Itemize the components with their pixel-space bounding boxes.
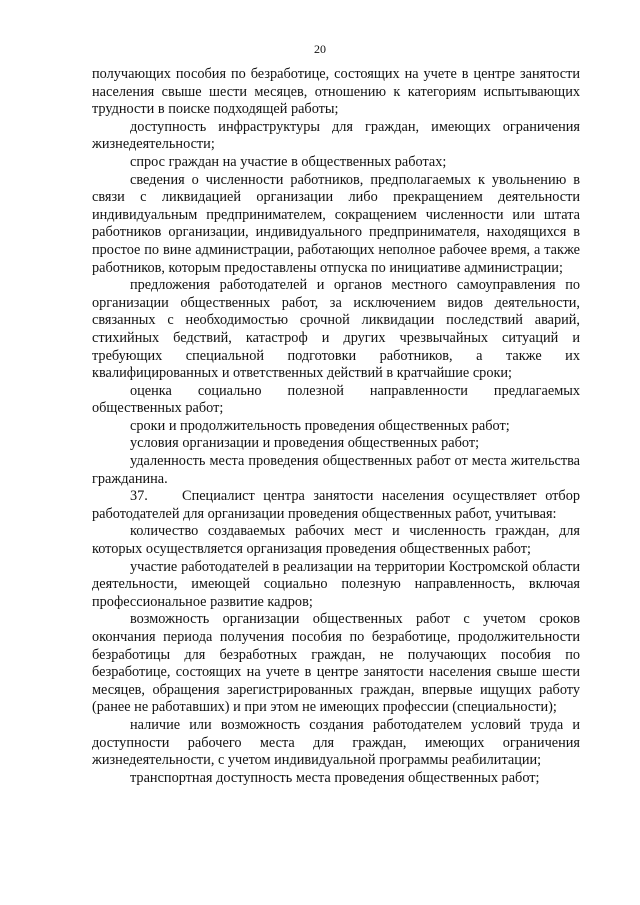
paragraph: наличие или возможность создания работодателем условий труда и доступности рабочего места для граждан, имеющих ограничения жизнедеятельности, с учетом индивидуальной программы реабилитации; [92, 716, 580, 769]
paragraph: количество создаваемых рабочих мест и численность граждан, для которых осуществляется организация проведения общественных работ; [92, 523, 580, 558]
paragraph: спрос граждан на участие в общественных работах; [130, 153, 447, 170]
paragraph: условия организации и проведения общественных работ; [130, 435, 480, 452]
paragraph: получающих пособия по безработице, состоящих на учете в центре занятости населения свыше шести месяцев, отношению к категориям испытывающих трудности в поиске подходящей работы; [92, 66, 580, 118]
paragraph: предложения работодателей и органов местного самоуправления по организации общественных работ, за исключением видов деятельности, связанных с необходимостью срочной ликвидации последствий аварий, стихийных бедствий, катастроф и других чрезвычайных ситуаций и требующих специальной подготовки работников, а также их квалифицированных и ответственных действий в кратчайшие сроки; [92, 277, 580, 382]
paragraph: возможность организации общественных работ с учетом сроков окончания периода получения пособия по безработице, продолжительности безработицы для безработных граждан, не получающих пособия по безработице, состоящих на учете в центре занятости населения свыше шести месяцев, обращения зарегистрированных граждан, впервые ищущих работу (ранее не работавших) и при этом не имеющих профессии (специальности); [92, 611, 580, 716]
paragraph: сроки и продолжительность проведения общественных работ; [130, 417, 510, 434]
paragraph: сведения о численности работников, предполагаемых к увольнению в связи с ликвидацией организации либо прекращением деятельности индивидуальным предпринимателем, сокращением численности или штата работников организации, индивидуального предпринимателя, находящихся в простое по вине администрации, работающих неполное рабочее время, а также работников, которым предоставлены отпуска по инициативе администрации; [92, 171, 580, 276]
paragraph: оценка социально полезной направленности предлагаемых общественных работ; [92, 382, 580, 417]
paragraph: доступность инфраструктуры для граждан, имеющих ограничения жизнедеятельности; [92, 118, 580, 153]
numbered-clause-37: 37. Специалист центра занятости населения осуществляет отбор работодателей для организации проведения общественных работ, учитывая: [92, 488, 580, 522]
document-body [92, 66, 580, 787]
paragraph: удаленность места проведения общественных работ от места жительства гражданина. [92, 453, 580, 487]
page-number: 20 [314, 42, 326, 56]
paragraph: транспортная доступность места проведения общественных работ; [130, 769, 540, 786]
paragraph: участие работодателей в реализации на территории Костромской области деятельности, имеющей социально полезную направленность, включая профессиональное развитие кадров; [92, 558, 580, 610]
